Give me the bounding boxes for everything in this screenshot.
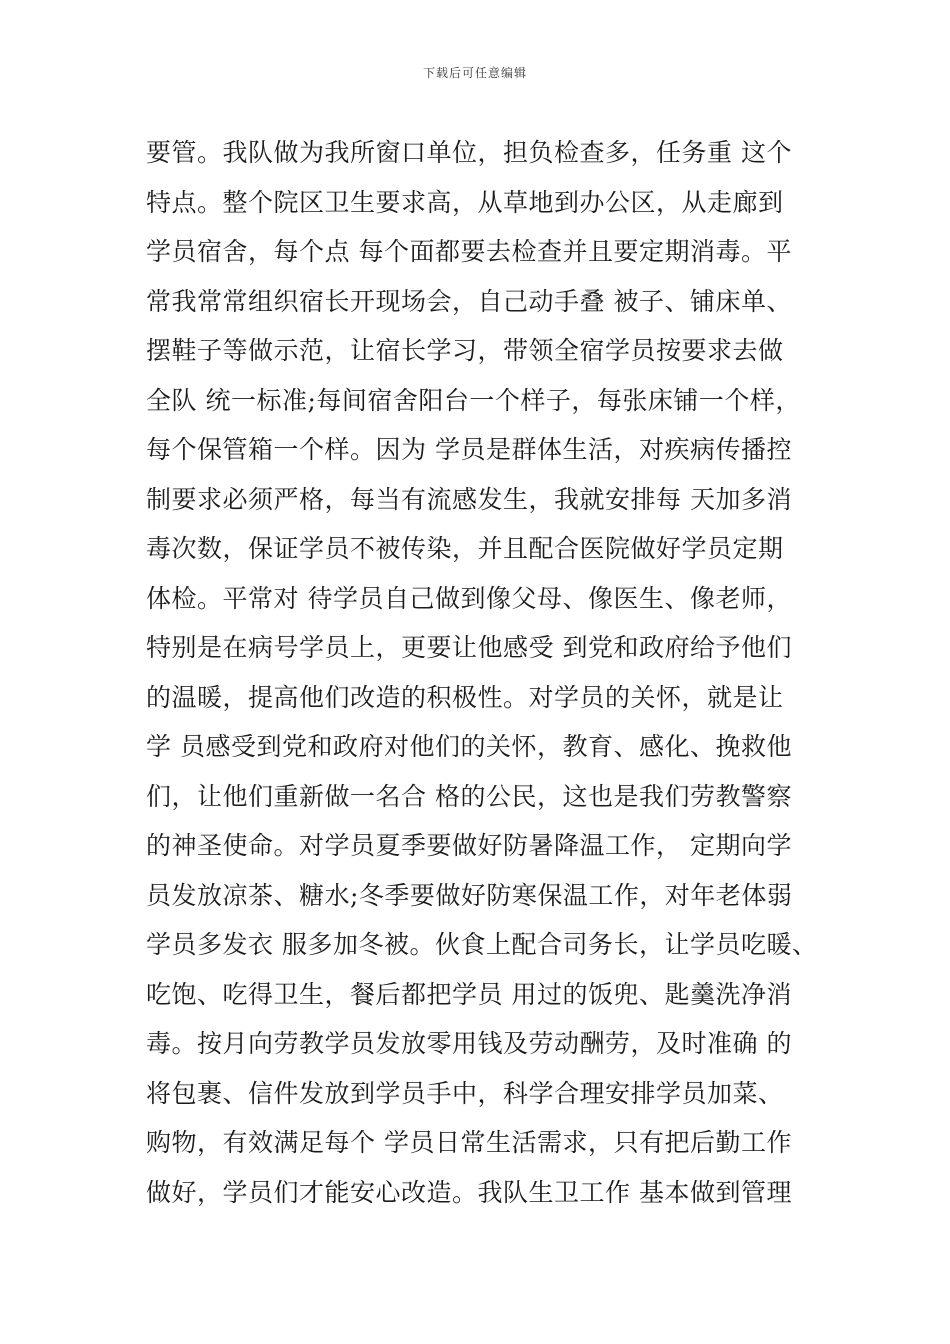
page-header: 下载后可任意编辑 (422, 66, 527, 80)
text-line: 体检。平常对 待学员自己做到像父母、像医生、像老师， (146, 583, 792, 613)
text-line: 吃饱、吃得卫生，餐后都把学员 用过的饭兜、匙羹洗净消 (146, 979, 792, 1009)
text-line: 将包裹、信件发放到学员手中，科学合理安排学员加菜、 (146, 1078, 784, 1108)
body-paragraph (146, 128, 826, 1217)
text-line: 每个保管箱一个样。因为 学员是群体生活，对疾病传播控 (146, 435, 792, 464)
text-line: 们，让他们重新做一名合 格的公民，这也是我们劳教警察 (146, 781, 792, 811)
text-line: 毒。按月向劳教学员发放零用钱及劳动酬劳，及时准确 的 (146, 1029, 792, 1058)
text-line: 学 员感受到党和政府对他们的关怀，教育、感化、挽救他 (146, 732, 792, 761)
text-line: 制要求必须严格，每当有流感发生，我就安排每 天加多消 (146, 484, 792, 514)
text-line: 做好，学员们才能安心改造。我队生卫工作 基本做到管理 (146, 1177, 792, 1207)
text-line: 员发放凉茶、糖水;冬季要做好防寒保温工作，对年老体弱 (146, 880, 793, 910)
text-line: 摆鞋子等做示范，让宿长学习，带领全宿学员按要求去做 (146, 336, 784, 365)
text-line: 毒次数，保证学员不被传染，并且配合医院做好学员定期 (146, 534, 784, 563)
text-line: 购物，有效满足每个 学员日常生活需求，只有把后勤工作 (146, 1128, 792, 1157)
text-line: 特别是在病号学员上，更要让他感受 到党和政府给予他们 (146, 633, 792, 662)
text-line: 常我常常组织宿长开现场会，自己动手叠 被子、铺床单、 (146, 286, 792, 316)
text-line: 的温暖，提高他们改造的积极性。对学员的关怀，就是让 (146, 682, 784, 712)
text-line: 特点。整个院区卫生要求高，从草地到办公区，从走廊到 (146, 187, 784, 217)
text-line: 学员多发衣 服多加冬被。伙食上配合司务长，让学员吃暖、 (146, 930, 818, 959)
text-line: 的神圣使命。对学员夏季要做好防暑降温工作， 定期向学 (146, 831, 792, 860)
text-line: 要管。我队做为我所窗口单位，担负检查多，任务重 这个 (146, 138, 792, 167)
text-line: 全队 统一标准;每间宿舍阳台一个样子，每张床铺一个样， (146, 385, 801, 415)
text-line: 学员宿舍，每个点 每个面都要去检查并且要定期消毒。平 (146, 237, 792, 266)
